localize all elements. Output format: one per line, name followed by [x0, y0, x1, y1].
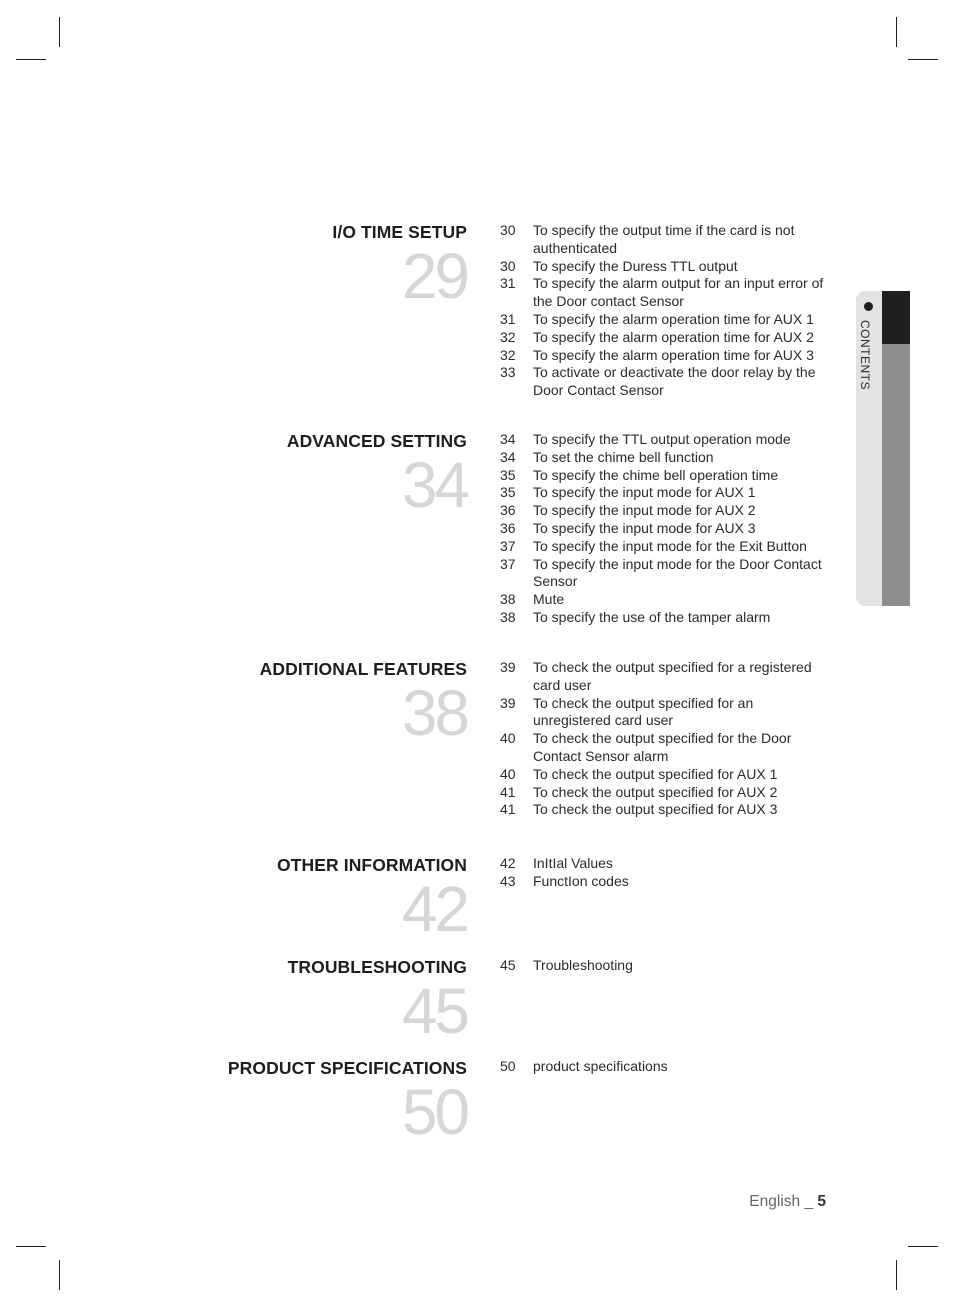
section-page-number: 38: [401, 677, 467, 749]
entry-page: 32: [500, 346, 516, 363]
bullet-icon: [864, 302, 873, 311]
entry-page: 34: [500, 431, 516, 447]
toc-entry[interactable]: [500, 484, 840, 502]
section-page-number: 50: [401, 1076, 467, 1148]
toc-entry[interactable]: [500, 556, 840, 592]
toc-entry[interactable]: [500, 467, 840, 485]
section-title[interactable]: OTHER INFORMATION: [277, 855, 467, 875]
entry-text: product specifications: [533, 1058, 668, 1074]
entry-text: To specify the input mode for the Door Contact Sensor: [533, 555, 822, 590]
toc-entry[interactable]: [500, 659, 840, 695]
crop-mark: [896, 17, 897, 47]
toc-entry[interactable]: [500, 347, 840, 365]
entry-page: 41: [500, 801, 516, 818]
entry-text: To specify the alarm operation time for AUX 3: [533, 346, 814, 363]
toc-entry[interactable]: [500, 502, 840, 520]
page-footer: [749, 1193, 826, 1211]
entry-text: To specify the input mode for AUX 2: [533, 502, 756, 519]
section-title[interactable]: ADDITIONAL FEATURES: [259, 659, 467, 679]
entry-page: 39: [500, 659, 516, 675]
crop-mark: [16, 1246, 46, 1247]
crop-mark: [59, 17, 60, 47]
footer-page-number: 5: [817, 1193, 826, 1210]
section-title[interactable]: PRODUCT SPECIFICATIONS: [227, 1058, 467, 1078]
entry-text: To check the output specified for AUX 1: [533, 765, 778, 782]
toc-entry[interactable]: [500, 609, 840, 627]
entry-text: To check the output specified for the Door Contact Sensor alarm: [533, 730, 792, 764]
entry-text: InItIal Values: [533, 855, 613, 871]
entry-text: To check the output specified for a registered card user: [533, 659, 812, 693]
entry-text: To specify the alarm operation time for AUX 1: [533, 310, 814, 327]
section-title[interactable]: ADVANCED SETTING: [286, 431, 467, 451]
entry-list: [500, 431, 840, 627]
entry-text: To specify the output time if the card is not authenticated: [533, 222, 795, 256]
crop-mark: [908, 1246, 938, 1247]
toc-entry[interactable]: [500, 873, 840, 891]
toc-entry[interactable]: [500, 449, 840, 467]
entry-page: 35: [500, 466, 516, 483]
toc-entry[interactable]: [500, 311, 840, 329]
entry-text: To specify the Duress TTL output: [533, 257, 738, 274]
entry-page: 33: [500, 364, 516, 381]
toc-entry[interactable]: [500, 222, 840, 258]
entry-page: 38: [500, 591, 516, 608]
entry-page: 35: [500, 484, 516, 501]
toc-entry[interactable]: [500, 1058, 840, 1076]
entry-page: 31: [500, 275, 516, 292]
entry-page: 50: [500, 1058, 516, 1074]
entry-text: To specify the alarm operation time for AUX 2: [533, 328, 814, 345]
entry-page: 30: [500, 222, 516, 238]
entry-list: [500, 659, 840, 819]
toc-entry[interactable]: [500, 957, 840, 975]
crop-mark: [59, 1260, 60, 1290]
footer-language: English _: [749, 1193, 818, 1210]
entry-text: To check the output specified for AUX 3: [533, 801, 778, 818]
entry-text: To specify the chime bell operation time: [533, 466, 779, 483]
entry-page: 30: [500, 257, 516, 274]
section-page-number: 29: [401, 240, 467, 312]
entry-text: To set the chime bell function: [533, 448, 714, 465]
toc-entry[interactable]: [500, 364, 840, 400]
entry-page: 42: [500, 855, 516, 871]
entry-page: 32: [500, 328, 516, 345]
side-tab-marker: [882, 291, 910, 344]
crop-mark: [896, 1260, 897, 1290]
entry-page: 40: [500, 765, 516, 782]
entry-text: To activate or deactivate the door relay by the Door Contact Sensor: [533, 364, 816, 399]
entry-page: 38: [500, 608, 516, 625]
entry-page: 34: [500, 448, 516, 465]
toc-entry[interactable]: [500, 801, 840, 819]
entry-page: 37: [500, 537, 516, 554]
entry-page: 43: [500, 872, 516, 889]
entry-text: To specify the TTL output operation mode: [533, 431, 791, 447]
entry-page: 31: [500, 310, 516, 327]
entry-list: [500, 855, 840, 891]
entry-text: To specify the input mode for AUX 3: [533, 519, 756, 536]
entry-page: 36: [500, 519, 516, 536]
toc-entry[interactable]: [500, 431, 840, 449]
entry-text: To specify the alarm output for an input error of the Door contact Sensor: [533, 275, 824, 310]
entry-text: To check the output specified for AUX 2: [533, 783, 778, 800]
crop-mark: [908, 59, 938, 60]
entry-page: 37: [500, 555, 516, 572]
toc-entry[interactable]: [500, 275, 840, 311]
entry-page: 45: [500, 957, 516, 973]
toc-entry[interactable]: [500, 329, 840, 347]
toc-entry[interactable]: [500, 538, 840, 556]
entry-page: 39: [500, 694, 516, 711]
crop-mark: [16, 59, 46, 60]
section-page-number: 45: [401, 975, 467, 1047]
entry-page: 41: [500, 783, 516, 800]
entry-text: FunctIon codes: [533, 872, 629, 889]
entry-list: [500, 222, 840, 400]
toc-entry[interactable]: [500, 591, 840, 609]
toc-entry[interactable]: [500, 258, 840, 276]
section-page-number: 34: [401, 449, 467, 521]
entry-text: To specify the input mode for AUX 1: [533, 484, 756, 501]
toc-entry[interactable]: [500, 784, 840, 802]
toc-entry[interactable]: [500, 520, 840, 538]
toc-entry[interactable]: [500, 695, 840, 731]
section-page-number: 42: [401, 873, 467, 945]
toc-entry[interactable]: [500, 730, 840, 766]
section-title[interactable]: I/O TIME SETUP: [332, 222, 467, 242]
section-title[interactable]: TROUBLESHOOTING: [287, 957, 467, 977]
side-tab-label: CONTENTS: [858, 320, 872, 390]
entry-text: Troubleshooting: [533, 957, 633, 973]
toc-entry[interactable]: [500, 855, 840, 873]
entry-text: To check the output specified for an unregistered card user: [533, 694, 754, 729]
entry-page: 40: [500, 730, 516, 747]
entry-list: [500, 957, 840, 975]
toc-entry[interactable]: [500, 766, 840, 784]
entry-text: To specify the input mode for the Exit Button: [533, 537, 807, 554]
entry-list: [500, 1058, 840, 1076]
entry-page: 36: [500, 502, 516, 519]
entry-text: To specify the use of the tamper alarm: [533, 608, 771, 625]
entry-text: Mute: [533, 591, 565, 608]
